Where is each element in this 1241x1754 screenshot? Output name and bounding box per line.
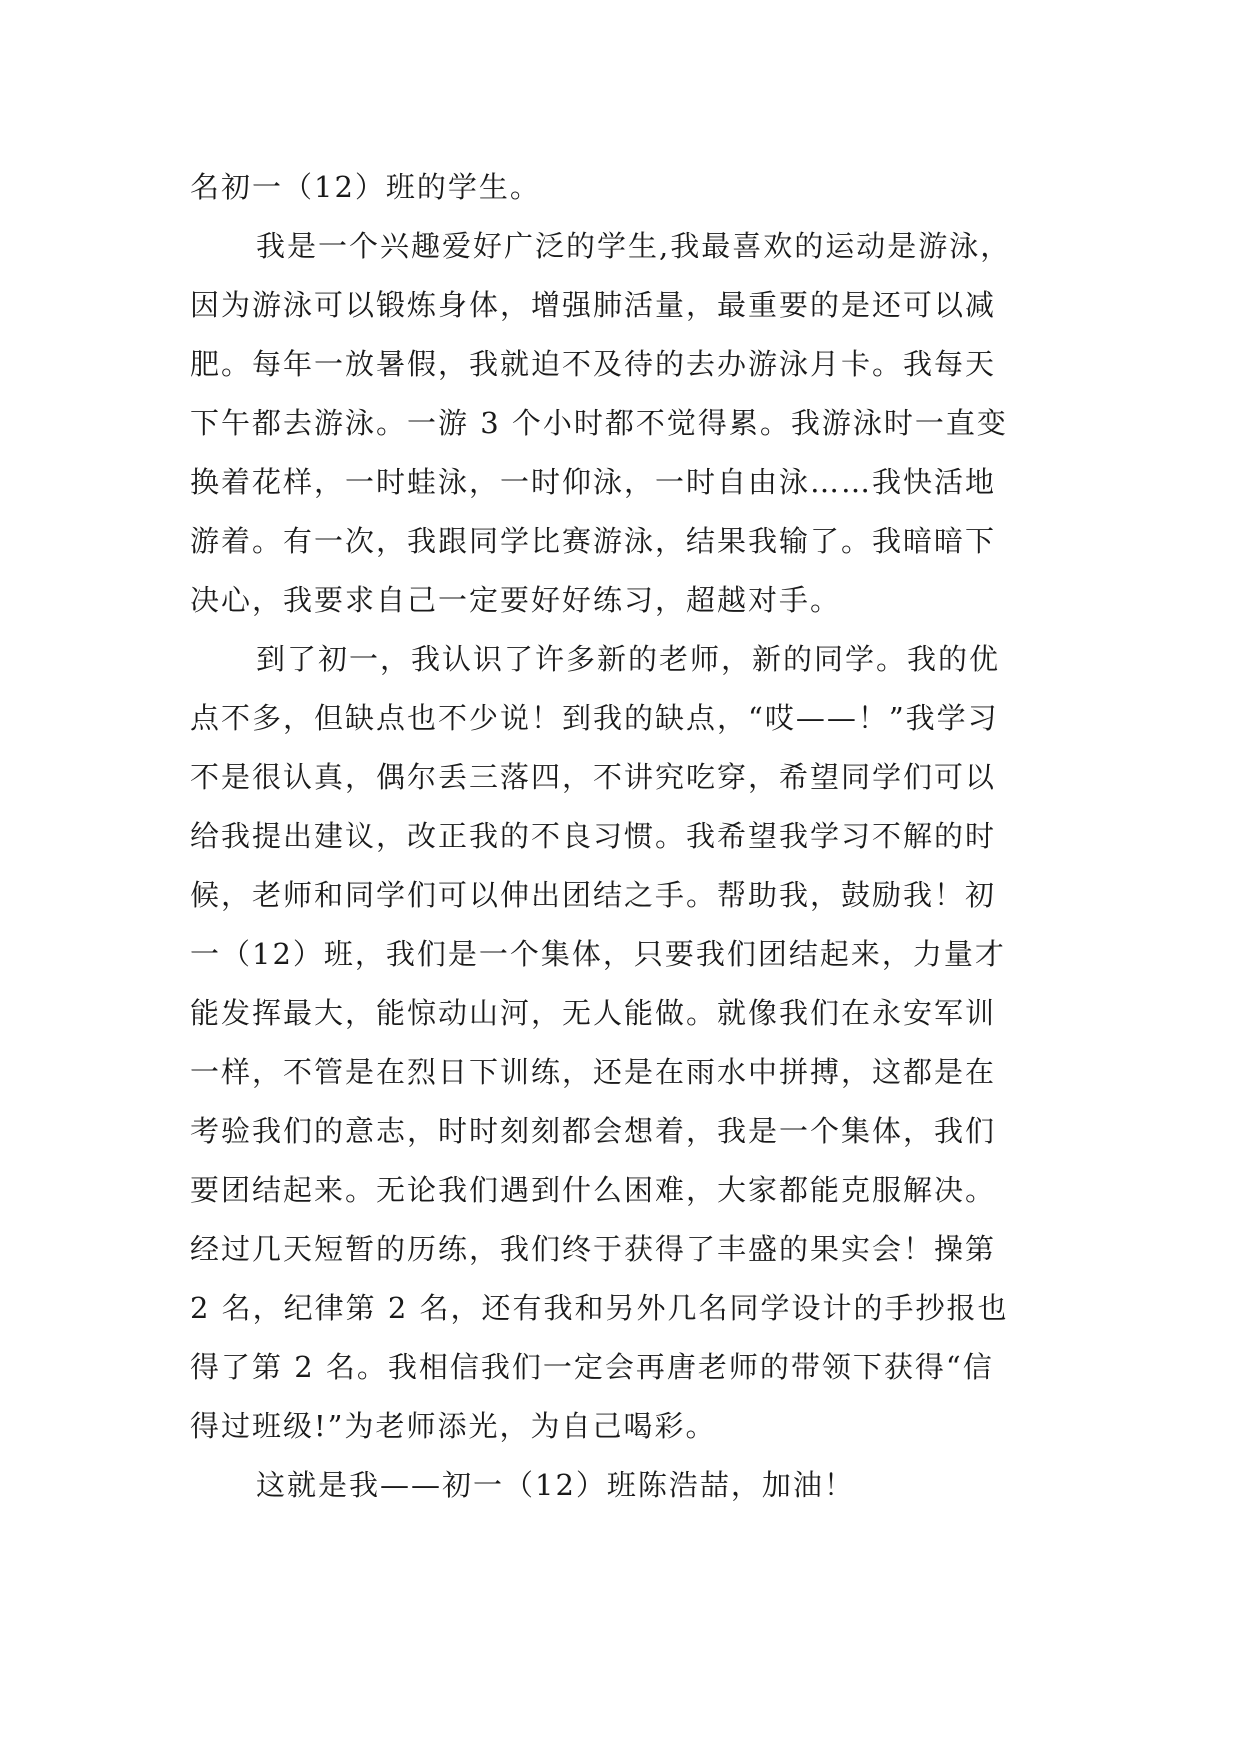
text-line: 不是很认真，偶尔丢三落四，不讲究吃穿，希望同学们可以 [190,760,997,794]
paragraph-start-line: 这就是我——初一（12）班陈浩喆，加油！ [256,1468,855,1502]
text-line: 肥。每年一放暑假，我就迫不及待的去办游泳月卡。我每天 [190,347,997,381]
text-line: 点不多，但缺点也不少说！到我的缺点，“哎——！”我学习 [190,701,999,735]
text-line: 要团结起来。无论我们遇到什么困难，大家都能克服解决。 [190,1173,997,1207]
text-line: 一样，不管是在烈日下训练，还是在雨水中拼搏，这都是在 [190,1055,997,1089]
text-line: 下午都去游泳。一游 3 个小时都不觉得累。我游泳时一直变 [190,406,1008,440]
text-line: 给我提出建议，改正我的不良习惯。我希望我学习不解的时 [190,819,997,853]
text-line: 因为游泳可以锻炼身体，增强肺活量，最重要的是还可以减 [190,288,997,322]
text-line: 决心，我要求自己一定要好好练习，超越对手。 [190,583,842,617]
essay-body [190,158,1090,1515]
text-line: 考验我们的意志，时时刻刻都会想着，我是一个集体，我们 [190,1114,997,1148]
text-line: 经过几天短暂的历练，我们终于获得了丰盛的果实会！操第 [190,1232,997,1266]
text-line: 能发挥最大，能惊动山河，无人能做。就像我们在永安军训 [190,996,997,1030]
text-line: 游着。有一次，我跟同学比赛游泳，结果我输了。我暗暗下 [190,524,997,558]
text-line: 得了第 2 名。我相信我们一定会再唐老师的带领下获得“信 [190,1350,994,1384]
paragraph-start-line: 到了初一，我认识了许多新的老师，新的同学。我的优 [256,642,1001,676]
text-line: 名初一（12）班的学生。 [190,170,541,204]
text-line: 2 名，纪律第 2 名，还有我和另外几名同学设计的手抄报也 [190,1291,1009,1325]
text-line: 得过班级!”为老师添光，为自己喝彩。 [190,1409,717,1443]
text-line: 一（12）班，我们是一个集体，只要我们团结起来，力量才 [190,937,1006,971]
paragraph-start-line: 我是一个兴趣爱好广泛的学生,我最喜欢的运动是游泳， [256,229,1012,263]
text-line: 换着花样，一时蛙泳，一时仰泳，一时自由泳……我快活地 [190,465,997,499]
text-line: 候，老师和同学们可以伸出团结之手。帮助我，鼓励我！初 [190,878,997,912]
